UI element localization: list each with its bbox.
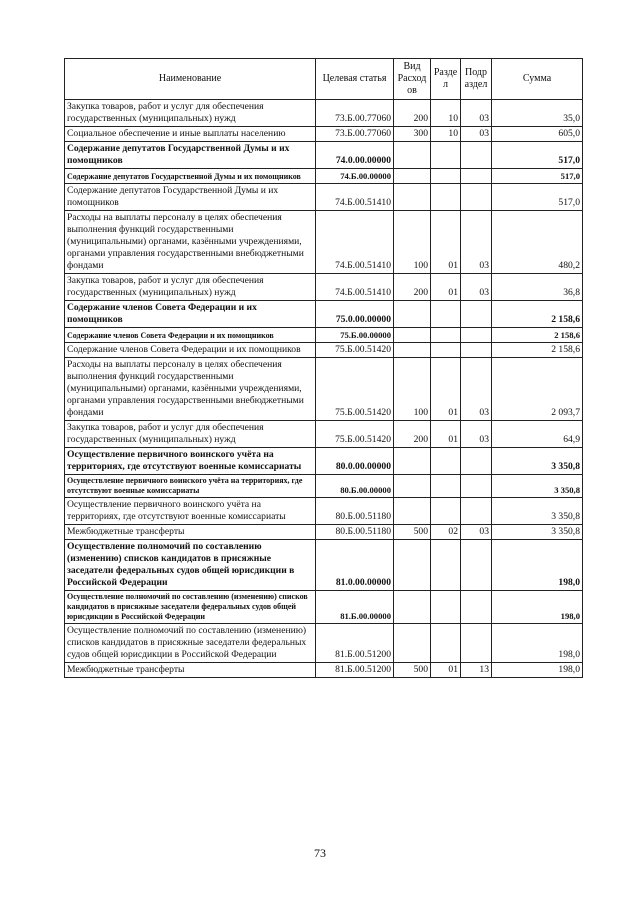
cell-target-article: 74.Б.00.00000 [316,169,394,184]
cell-sum: 198,0 [492,591,583,624]
cell-name: Закупка товаров, работ и услуг для обеспечения государственных (муниципальных) нужд [65,100,316,127]
cell-subsection [461,498,492,525]
cell-target-article: 75.Б.00.51420 [316,421,394,448]
cell-section: 01 [431,421,461,448]
cell-subsection [461,448,492,475]
table-row [65,169,583,184]
cell-subsection [461,184,492,211]
cell-sum: 2 093,7 [492,358,583,421]
table-row [65,624,583,663]
cell-name: Содержание членов Совета Федерации и их помощников [65,301,316,328]
cell-sum: 3 350,8 [492,448,583,475]
cell-sum: 480,2 [492,211,583,274]
cell-subsection [461,343,492,358]
cell-name: Закупка товаров, работ и услуг для обеспечения государственных (муниципальных) нужд [65,421,316,448]
cell-name: Содержание членов Совета Федерации и их помощников [65,328,316,343]
cell-name: Осуществление первичного воинского учёта на территориях, где отсутствуют военные комиссариаты [65,475,316,498]
cell-sum: 517,0 [492,184,583,211]
cell-name: Осуществление полномочий по составлению (изменению) списков кандидатов в присяжные заседатели федеральных судов общей юрисдикции в Российской Федерации [65,591,316,624]
cell-name: Закупка товаров, работ и услуг для обеспечения государственных (муниципальных) нужд [65,274,316,301]
cell-target-article: 80.Б.00.00000 [316,475,394,498]
table-row [65,591,583,624]
cell-subsection [461,328,492,343]
cell-name: Осуществление полномочий по составлению (изменению) списков кандидатов в присяжные заседатели федеральных судов общей юрисдикции в Российской Федерации [65,624,316,663]
cell-expense-type [394,169,431,184]
cell-section [431,169,461,184]
cell-subsection [461,624,492,663]
header-subsection: Подр аздел [461,59,492,100]
cell-section [431,624,461,663]
cell-sum: 2 158,6 [492,343,583,358]
cell-target-article: 75.0.00.00000 [316,301,394,328]
cell-expense-type: 200 [394,274,431,301]
cell-name: Содержание депутатов Государственной Думы и их помощников [65,142,316,169]
table-row [65,142,583,169]
table-row [65,127,583,142]
cell-target-article: 75.Б.00.51420 [316,358,394,421]
cell-expense-type: 200 [394,100,431,127]
cell-sum: 517,0 [492,142,583,169]
table-row [65,100,583,127]
cell-expense-type: 500 [394,525,431,540]
cell-subsection: 03 [461,211,492,274]
cell-sum: 3 350,8 [492,498,583,525]
cell-sum: 35,0 [492,100,583,127]
table-row [65,211,583,274]
cell-name: Социальное обеспечение и иные выплаты населению [65,127,316,142]
cell-section: 10 [431,127,461,142]
budget-table [64,58,583,678]
cell-subsection [461,169,492,184]
table-row [65,301,583,328]
table-row [65,328,583,343]
cell-expense-type [394,301,431,328]
cell-expense-type [394,343,431,358]
cell-name: Содержание депутатов Государственной Думы и их помощников [65,169,316,184]
cell-section [431,343,461,358]
cell-expense-type [394,591,431,624]
cell-section [431,184,461,211]
cell-sum: 3 350,8 [492,525,583,540]
header-expense-type: Вид Расход ов [394,59,431,100]
table-row [65,663,583,678]
cell-expense-type [394,184,431,211]
cell-expense-type [394,498,431,525]
cell-sum: 64,9 [492,421,583,448]
cell-target-article: 81.0.00.00000 [316,540,394,591]
cell-subsection: 13 [461,663,492,678]
cell-target-article: 73.Б.00.77060 [316,127,394,142]
table-body [65,100,583,678]
header-sum: Сумма [492,59,583,100]
cell-target-article: 74.0.00.00000 [316,142,394,169]
table-row [65,525,583,540]
cell-subsection: 03 [461,274,492,301]
cell-sum: 3 350,8 [492,475,583,498]
header-section: Разде л [431,59,461,100]
cell-sum: 198,0 [492,663,583,678]
cell-subsection: 03 [461,525,492,540]
cell-name: Расходы на выплаты персоналу в целях обеспечения выполнения функций государственными (муниципальными) органами, казёнными учреждениями, органами управления государственными внебюджетными фондами [65,358,316,421]
cell-section [431,475,461,498]
cell-target-article: 74.Б.00.51410 [316,184,394,211]
cell-expense-type: 100 [394,358,431,421]
cell-section: 01 [431,663,461,678]
table-row [65,184,583,211]
cell-expense-type [394,448,431,475]
cell-expense-type: 200 [394,421,431,448]
cell-sum: 2 158,6 [492,328,583,343]
cell-expense-type [394,540,431,591]
cell-target-article: 81.Б.00.51200 [316,663,394,678]
cell-sum: 517,0 [492,169,583,184]
cell-expense-type [394,142,431,169]
cell-sum: 36,8 [492,274,583,301]
cell-subsection [461,301,492,328]
cell-name: Межбюджетные трансферты [65,525,316,540]
cell-section [431,301,461,328]
cell-name: Содержание депутатов Государственной Думы и их помощников [65,184,316,211]
cell-name: Межбюджетные трансферты [65,663,316,678]
cell-sum: 198,0 [492,624,583,663]
table-row [65,475,583,498]
table-row [65,540,583,591]
cell-target-article: 80.Б.00.51180 [316,525,394,540]
cell-section: 01 [431,358,461,421]
cell-section [431,498,461,525]
table-row [65,274,583,301]
cell-name: Расходы на выплаты персоналу в целях обеспечения выполнения функций государственными (муниципальными) органами, казёнными учреждениями, органами управления государственными внебюджетными фондами [65,211,316,274]
cell-name: Содержание членов Совета Федерации и их помощников [65,343,316,358]
cell-section [431,142,461,169]
cell-target-article: 75.Б.00.00000 [316,328,394,343]
cell-expense-type [394,475,431,498]
cell-expense-type: 300 [394,127,431,142]
header-name: Наименование [65,59,316,100]
cell-name: Осуществление полномочий по составлению (изменению) списков кандидатов в присяжные заседатели федеральных судов общей юрисдикции в Российской Федерации [65,540,316,591]
cell-section: 10 [431,100,461,127]
cell-subsection: 03 [461,100,492,127]
cell-subsection [461,475,492,498]
cell-expense-type [394,624,431,663]
cell-section: 02 [431,525,461,540]
cell-subsection: 03 [461,358,492,421]
cell-sum: 605,0 [492,127,583,142]
budget-document-page [64,58,582,678]
cell-subsection [461,591,492,624]
cell-target-article: 74.Б.00.51410 [316,274,394,301]
cell-target-article: 80.Б.00.51180 [316,498,394,525]
cell-section [431,540,461,591]
header-target-article: Целевая статья [316,59,394,100]
cell-expense-type: 100 [394,211,431,274]
cell-expense-type [394,328,431,343]
cell-expense-type: 500 [394,663,431,678]
cell-target-article: 81.Б.00.00000 [316,591,394,624]
cell-subsection [461,142,492,169]
cell-subsection: 03 [461,421,492,448]
cell-section: 01 [431,274,461,301]
cell-target-article: 81.Б.00.51200 [316,624,394,663]
table-row [65,358,583,421]
cell-section [431,448,461,475]
table-row [65,421,583,448]
cell-section [431,591,461,624]
cell-sum: 2 158,6 [492,301,583,328]
table-row [65,498,583,525]
cell-target-article: 74.Б.00.51410 [316,211,394,274]
cell-subsection [461,540,492,591]
cell-section [431,328,461,343]
table-header-row [65,59,583,100]
page-number: 73 [314,846,326,860]
cell-sum: 198,0 [492,540,583,591]
cell-subsection: 03 [461,127,492,142]
cell-target-article: 75.Б.00.51420 [316,343,394,358]
cell-name: Осуществление первичного воинского учёта на территориях, где отсутствуют военные комиссариаты [65,498,316,525]
cell-section: 01 [431,211,461,274]
table-row [65,448,583,475]
cell-target-article: 73.Б.00.77060 [316,100,394,127]
cell-name: Осуществление первичного воинского учёта на территориях, где отсутствуют военные комиссариаты [65,448,316,475]
table-row [65,343,583,358]
cell-target-article: 80.0.00.00000 [316,448,394,475]
